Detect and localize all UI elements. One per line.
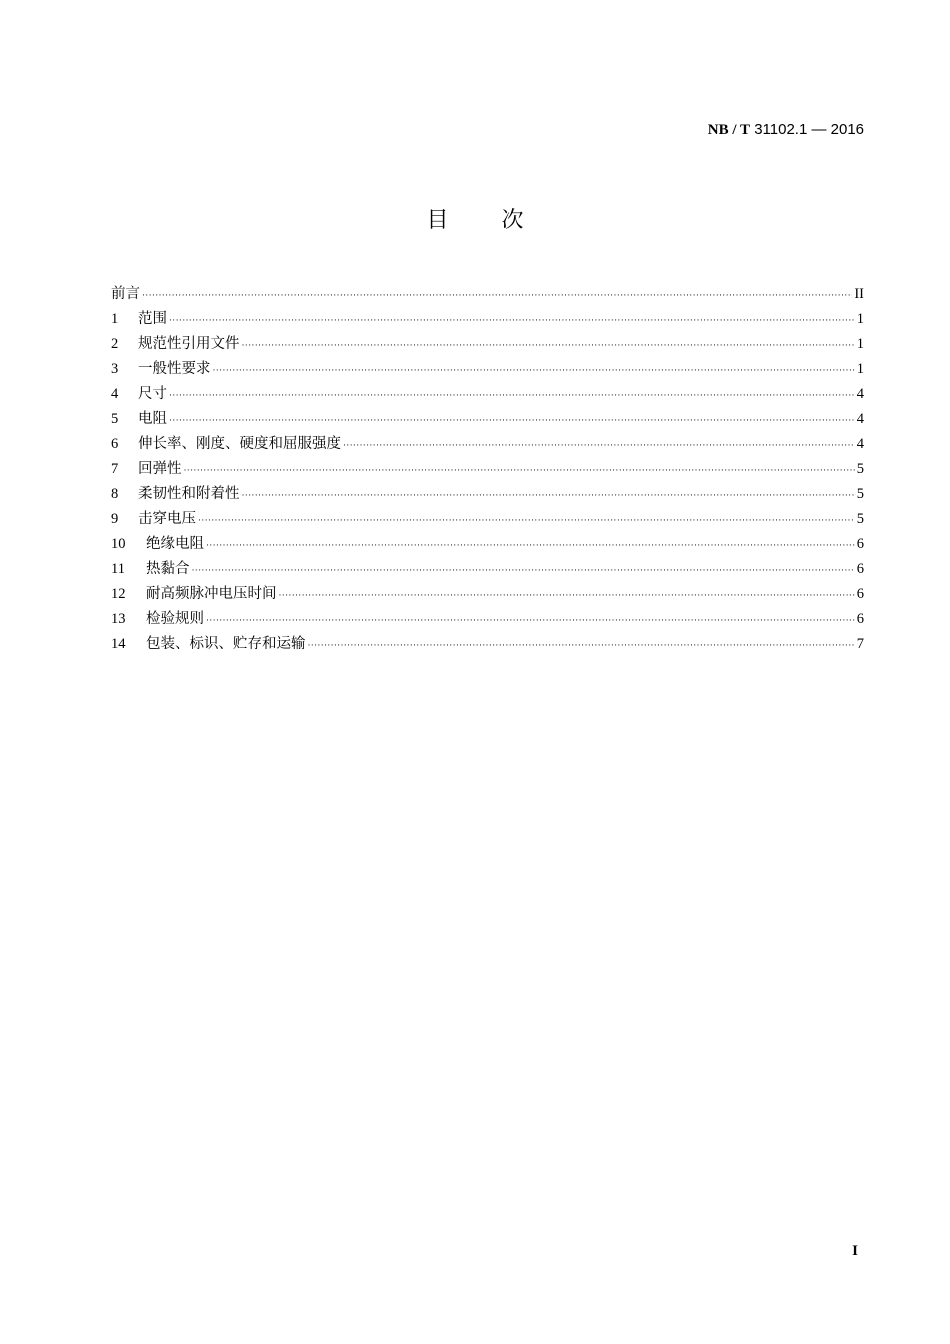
toc-dot-leader — [213, 358, 855, 383]
toc-entry-number: 5 — [111, 411, 119, 427]
toc-entry-page: 1 — [856, 336, 864, 352]
toc-entry-number: 6 — [111, 436, 119, 452]
toc-entry-page: 7 — [856, 636, 864, 652]
toc-entry-label: 一般性要求 — [138, 361, 211, 377]
toc-entry[interactable] — [111, 457, 864, 482]
toc-dot-leader — [206, 533, 855, 558]
page-title: 目次 — [426, 208, 577, 233]
toc-entry[interactable] — [111, 407, 864, 432]
toc-dot-leader — [308, 633, 855, 658]
toc-dot-leader — [142, 283, 852, 308]
toc-entry-label: 伸长率、刚度、硬度和屈服强度 — [138, 436, 341, 452]
toc-entry-label: 击穿电压 — [138, 511, 196, 527]
toc-entry[interactable] — [111, 307, 864, 332]
toc-dot-leader — [242, 333, 855, 358]
toc-entry-label: 前言 — [111, 286, 140, 302]
toc-entry-number: 2 — [111, 336, 119, 352]
toc-entry-label: 回弹性 — [138, 461, 182, 477]
toc-entry-number: 10 — [111, 536, 126, 552]
toc-dot-leader — [192, 558, 855, 583]
toc-dot-leader — [198, 508, 855, 533]
toc-entry-number: 14 — [111, 636, 126, 652]
toc-entry-number: 7 — [111, 461, 119, 477]
standard-prefix: NB / T — [707, 122, 751, 138]
toc-entry-label: 电阻 — [138, 411, 167, 427]
toc-dot-leader — [242, 483, 855, 508]
toc-entry-page: 6 — [856, 611, 864, 627]
toc-entry-page: 4 — [856, 411, 864, 427]
toc-entry[interactable] — [111, 557, 864, 582]
toc-dot-leader — [169, 408, 855, 433]
toc-entry[interactable] — [111, 432, 864, 457]
toc-entry-number: 3 — [111, 361, 119, 377]
toc-entry-page: 5 — [856, 486, 864, 502]
toc-entry-label: 范围 — [138, 311, 167, 327]
toc-entry-label: 绝缘电阻 — [146, 536, 204, 552]
toc-entry-number: 1 — [111, 311, 119, 327]
toc-entry[interactable] — [111, 482, 864, 507]
toc-dot-leader — [184, 458, 855, 483]
toc-entry-page: 5 — [856, 511, 864, 527]
toc-entry-page: II — [854, 286, 864, 302]
toc-entry-number: 4 — [111, 386, 119, 402]
toc-entry-page: 6 — [856, 561, 864, 577]
toc-entry-page: 5 — [856, 461, 864, 477]
toc-entry-label: 柔韧性和附着性 — [138, 486, 240, 502]
toc-dot-leader — [206, 608, 855, 633]
page-number: I — [852, 1243, 858, 1259]
toc-entry-label: 耐高频脉冲电压时间 — [146, 586, 277, 602]
toc-entry[interactable] — [111, 382, 864, 407]
toc-entry[interactable] — [111, 532, 864, 557]
toc-entry-number: 13 — [111, 611, 126, 627]
toc-entry[interactable] — [111, 632, 864, 657]
toc-entry[interactable] — [111, 582, 864, 607]
toc-entry-label: 包装、标识、贮存和运输 — [146, 636, 306, 652]
toc-entry-label: 检验规则 — [146, 611, 204, 627]
toc-entry-number: 11 — [111, 561, 125, 577]
toc-entry-page: 4 — [856, 436, 864, 452]
toc-entry-number: 8 — [111, 486, 119, 502]
standard-code-header — [708, 121, 864, 139]
toc-entry-page: 1 — [856, 311, 864, 327]
toc-entry[interactable] — [111, 357, 864, 382]
standard-number: 31102.1 — 2016 — [754, 121, 864, 138]
toc-entry[interactable] — [111, 507, 864, 532]
toc-entry-label: 尺寸 — [138, 386, 167, 402]
table-of-contents — [111, 282, 864, 657]
toc-entry-page: 6 — [856, 586, 864, 602]
toc-dot-leader — [169, 308, 855, 333]
toc-entry-label: 热黏合 — [146, 561, 190, 577]
toc-entry-label: 规范性引用文件 — [138, 336, 240, 352]
toc-entry-page: 4 — [856, 386, 864, 402]
toc-entry-page: 1 — [856, 361, 864, 377]
toc-entry-page: 6 — [856, 536, 864, 552]
toc-entry[interactable] — [111, 282, 864, 307]
toc-entry[interactable] — [111, 332, 864, 357]
toc-entry-number: 9 — [111, 511, 119, 527]
toc-dot-leader — [279, 583, 855, 608]
toc-entry-number: 12 — [111, 586, 126, 602]
toc-entry[interactable] — [111, 607, 864, 632]
toc-dot-leader — [343, 433, 855, 458]
toc-dot-leader — [169, 383, 855, 408]
